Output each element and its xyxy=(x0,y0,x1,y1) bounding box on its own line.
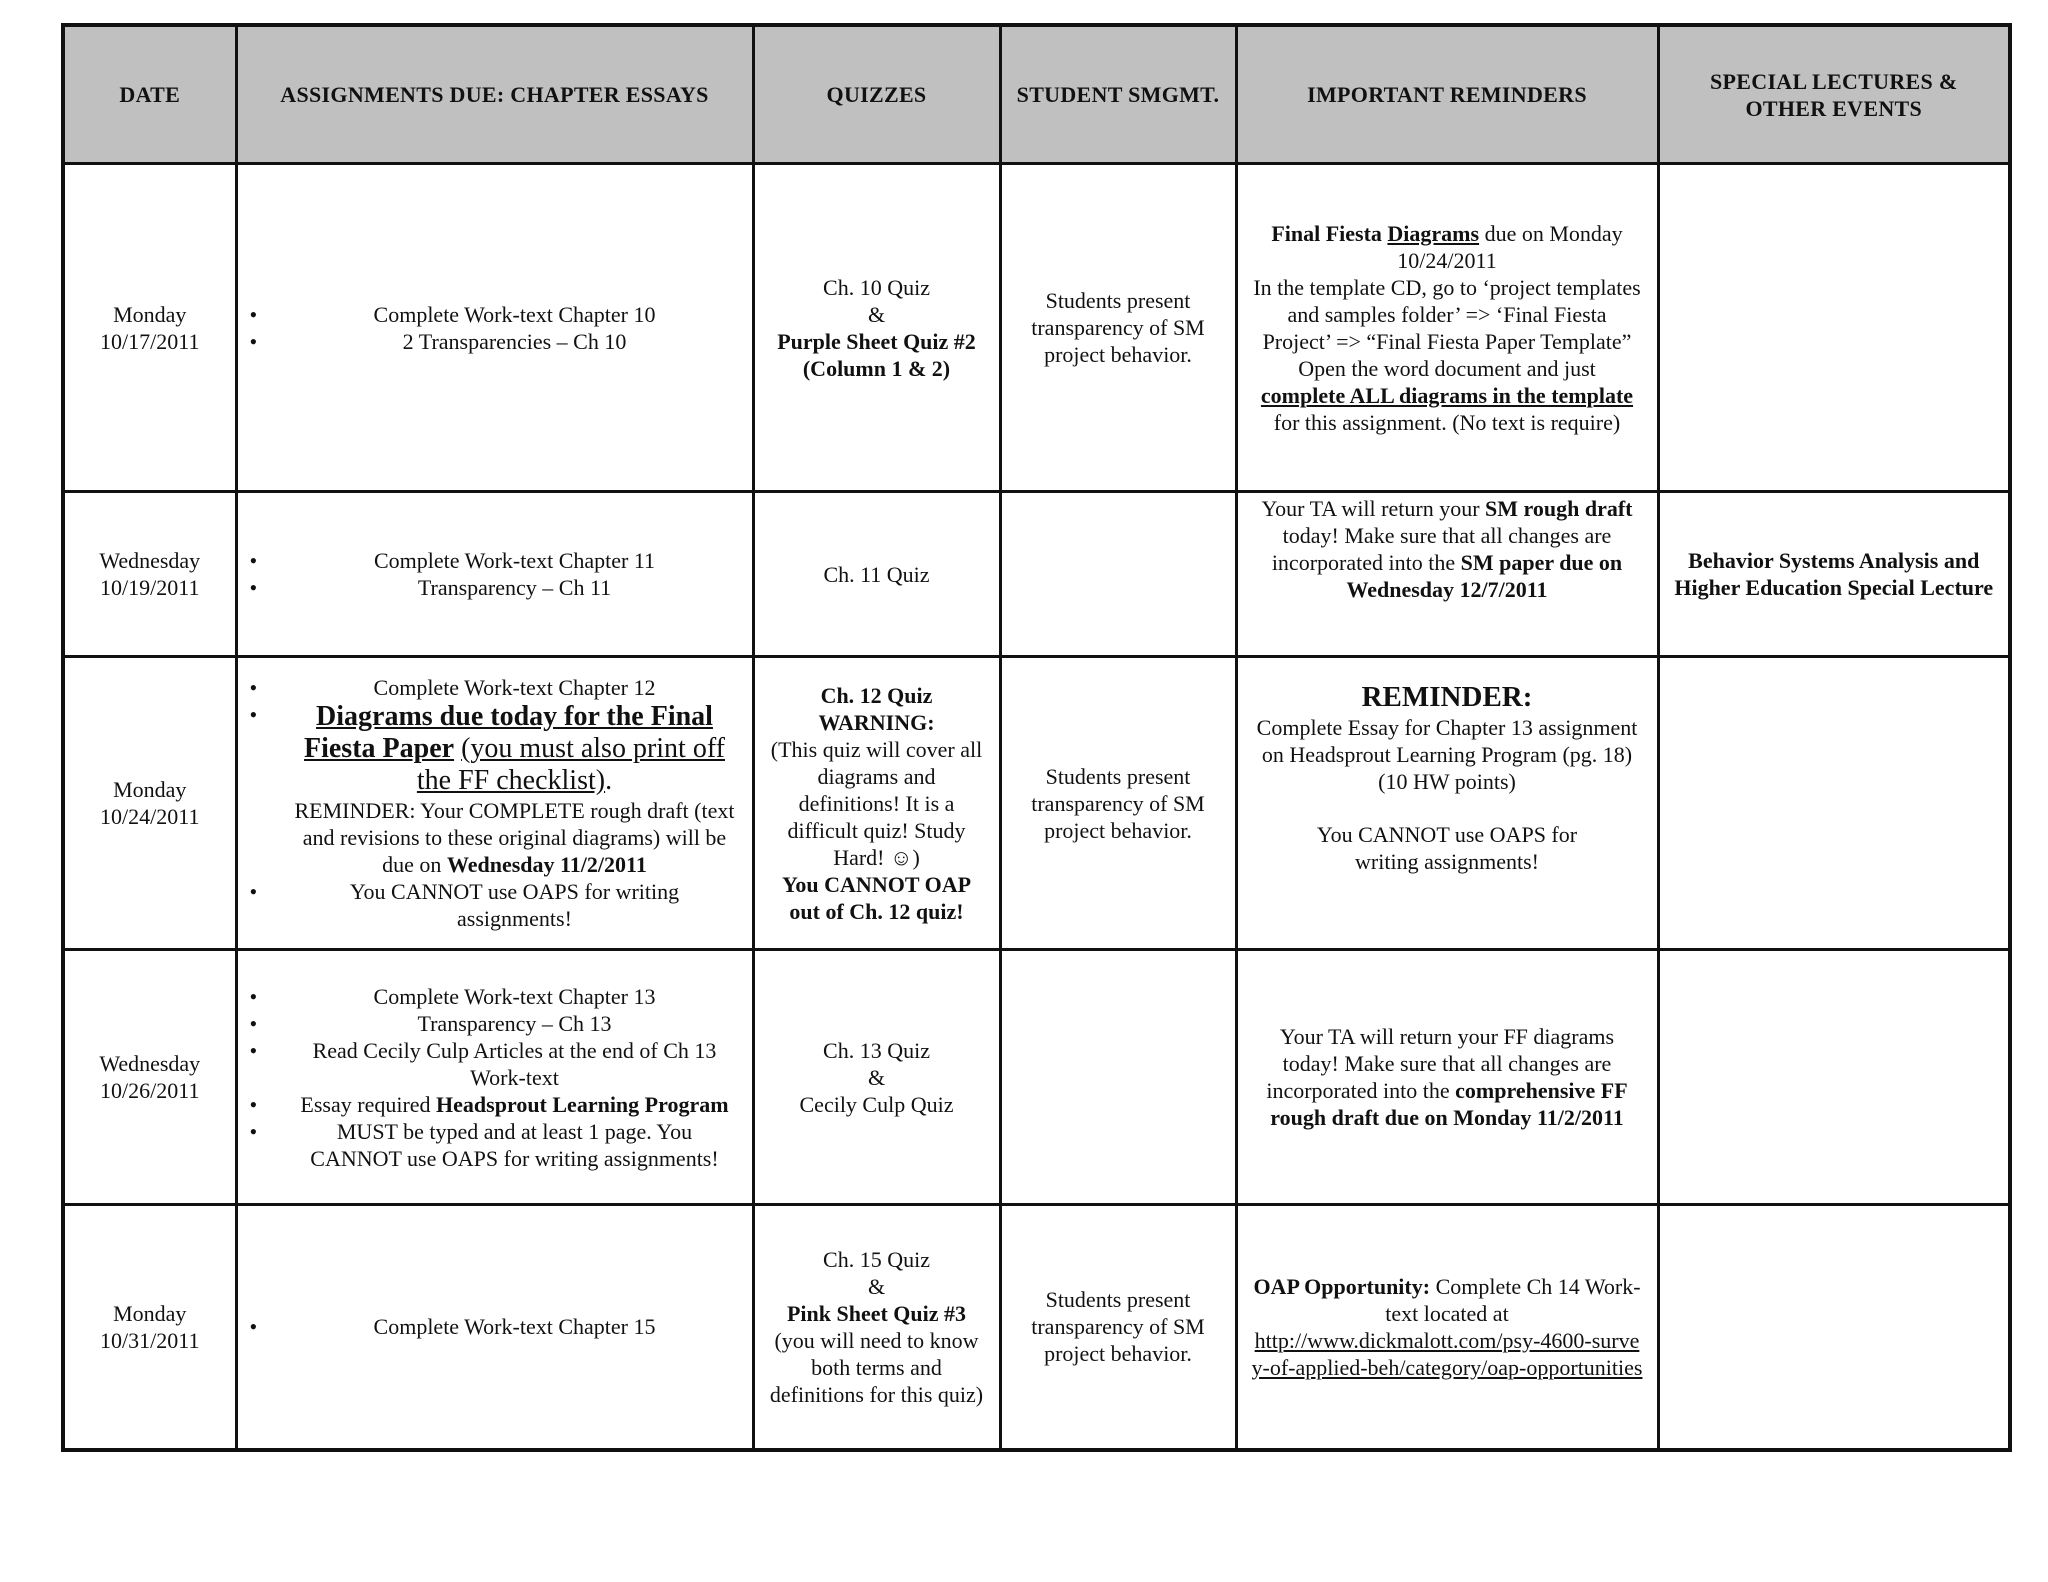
day-label: Monday xyxy=(113,1300,187,1326)
table-row xyxy=(63,657,2010,950)
list-item: • Complete Work-text Chapter 11 xyxy=(292,547,738,574)
reminder-cell xyxy=(1236,657,1658,950)
student-cell: Students present transparency of SM project behavior. xyxy=(1000,657,1236,950)
special-cell xyxy=(1658,1205,2010,1450)
reminder-text-bold: OAP Opportunity: xyxy=(1253,1273,1431,1299)
quiz-ampersand: & xyxy=(867,1273,886,1299)
assignments-cell xyxy=(236,1205,753,1450)
special-cell xyxy=(1658,950,2010,1205)
quiz-line: Ch. 13 Quiz xyxy=(823,1037,930,1063)
reminder-text: Your TA will return your xyxy=(1261,496,1480,521)
quiz-line: (This quiz will cover all diagrams and definitions! It is a difficult quiz! Study Hard! ☺) xyxy=(770,736,983,870)
quiz-line-bold: You CANNOT OAP out of Ch. 12 quiz! xyxy=(781,871,972,924)
quiz-cell xyxy=(753,950,1000,1205)
header-assignments: ASSIGNMENTS DUE: CHAPTER ESSAYS xyxy=(236,25,753,164)
list-item xyxy=(292,1091,738,1118)
due-date-text: Wednesday 11/2/2011 xyxy=(446,852,647,877)
student-cell xyxy=(1000,492,1236,657)
reminder-text-underlined: Diagrams xyxy=(1387,220,1480,246)
date-cell xyxy=(63,164,236,492)
list-item: • Complete Work-text Chapter 12 xyxy=(292,674,738,701)
reminder-text-bold: SM rough draft xyxy=(1485,496,1633,521)
reminder-cell xyxy=(1236,950,1658,1205)
reminder-cell xyxy=(1236,164,1658,492)
reminder-text-bold: comprehensive FF rough draft due on Monday 11/2/2011 xyxy=(1270,1078,1628,1130)
reminder-text: In the template CD, go to ‘project templates and samples folder’ => ‘Final Fiesta Project’ => “Final Fiesta Paper Template” xyxy=(1253,274,1641,354)
date-cell xyxy=(63,1205,236,1450)
reminder-text: You CANNOT use OAPS for writing assignments! xyxy=(1316,822,1578,874)
reminder-cell xyxy=(1236,492,1658,657)
special-cell xyxy=(1658,657,2010,950)
quiz-line: Ch. 11 Quiz xyxy=(823,561,930,587)
special-cell xyxy=(1658,492,2010,657)
date-cell xyxy=(63,657,236,950)
list-item: • Transparency – Ch 13 xyxy=(292,1010,738,1037)
date-label: 10/19/2011 xyxy=(100,575,200,600)
period-text: . xyxy=(605,765,613,796)
day-label: Monday xyxy=(113,777,187,802)
essay-text: Essay required xyxy=(300,1091,431,1117)
table-row xyxy=(63,492,2010,657)
quiz-warning: Ch. 12 Quiz WARNING: xyxy=(818,682,935,735)
print-checklist-text: (you must also print off the FF checklist) xyxy=(416,733,725,796)
quiz-line: Ch. 15 Quiz xyxy=(823,1246,930,1272)
list-item: • Complete Work-text Chapter 15 xyxy=(292,1313,738,1340)
quiz-line: Cecily Culp Quiz xyxy=(799,1091,954,1117)
reminder-text: Your TA will return your FF diagrams today! Make sure that all changes are incorporated into the xyxy=(1266,1024,1615,1103)
reminder-text: today! Make sure that all changes are incorporated into the xyxy=(1271,523,1612,575)
date-label: 10/17/2011 xyxy=(100,328,200,354)
list-item: • You CANNOT use OAPS for writing assignments! xyxy=(292,878,738,932)
assignments-cell xyxy=(236,657,753,950)
special-lecture-text: Behavior Systems Analysis and Higher Education Special Lecture xyxy=(1674,548,1994,600)
header-reminders: IMPORTANT REMINDERS xyxy=(1236,25,1658,164)
reminder-text: Open the word document and just xyxy=(1298,355,1596,381)
day-label: Monday xyxy=(113,301,187,327)
schedule-table xyxy=(61,23,2012,1452)
list-item: • Transparency – Ch 11 xyxy=(292,574,738,601)
diagrams-due-text: Diagrams due today for the Final Fiesta Paper xyxy=(304,701,713,764)
reminder-text: REMINDER: Your COMPLETE rough draft (text and revisions to these original diagrams) will be due on xyxy=(294,798,735,877)
quiz-line: Ch. 10 Quiz xyxy=(823,274,930,300)
table-row xyxy=(63,1205,2010,1450)
date-label: 10/24/2011 xyxy=(100,804,200,829)
quiz-line: (you will need to know both terms and definitions for this quiz) xyxy=(769,1327,984,1407)
student-cell: Students present transparency of SM project behavior. xyxy=(1000,1205,1236,1450)
quiz-cell xyxy=(753,492,1000,657)
assignments-cell xyxy=(236,164,753,492)
student-cell xyxy=(1000,950,1236,1205)
reminder-cell xyxy=(1236,1205,1658,1450)
list-item: • Read Cecily Culp Articles at the end of Ch 13 Work-text xyxy=(292,1037,738,1091)
header-quizzes: QUIZZES xyxy=(753,25,1000,164)
list-item xyxy=(292,701,738,878)
essay-topic: Headsprout Learning Program xyxy=(436,1091,729,1117)
table-row xyxy=(63,950,2010,1205)
student-cell: Students present transparency of SM project behavior. xyxy=(1000,164,1236,492)
date-label: 10/31/2011 xyxy=(100,1327,200,1353)
quiz-cell xyxy=(753,657,1000,950)
oap-link[interactable]: http://www.dickmalott.com/psy-4600-survey-of-applied-beh/category/oap-opportunities xyxy=(1251,1327,1643,1380)
reminder-text-bold: SM paper due on Wednesday 12/7/2011 xyxy=(1346,550,1623,602)
list-item: • MUST be typed and at least 1 page. You CANNOT use OAPS for writing assignments! xyxy=(292,1118,738,1172)
date-cell xyxy=(63,492,236,657)
quiz-ampersand: & xyxy=(867,1064,886,1090)
table-row xyxy=(63,164,2010,492)
quiz-cell xyxy=(753,1205,1000,1450)
reminder-text: due on Monday 10/24/2011 xyxy=(1397,220,1623,273)
assignments-cell xyxy=(236,492,753,657)
reminder-text: Complete Essay for Chapter 13 assignment on Headsprout Learning Program (pg. 18) (10 HW points) xyxy=(1256,715,1638,794)
quiz-line-bold: Pink Sheet Quiz #3 xyxy=(786,1300,967,1326)
header-row xyxy=(63,25,2010,164)
day-label: Wednesday xyxy=(99,1051,201,1076)
reminder-heading: REMINDER: xyxy=(1361,681,1533,713)
header-special-lectures: SPECIAL LECTURES & OTHER EVENTS xyxy=(1658,25,2010,164)
list-item: • Complete Work-text Chapter 10 xyxy=(292,301,738,328)
special-cell xyxy=(1658,164,2010,492)
reminder-text-underlined: complete ALL diagrams in the template xyxy=(1260,382,1634,408)
date-cell xyxy=(63,950,236,1205)
reminder-text: for this assignment. (No text is require) xyxy=(1273,409,1621,435)
quiz-cell xyxy=(753,164,1000,492)
reminder-text-bold: Final Fiesta xyxy=(1271,220,1382,246)
day-label: Wednesday xyxy=(99,548,201,573)
list-item: • 2 Transparencies – Ch 10 xyxy=(292,328,738,355)
header-student-smgmt: STUDENT SMGMT. xyxy=(1000,25,1236,164)
reminder-text: Complete Ch 14 Work-text located at xyxy=(1385,1273,1641,1326)
quiz-line-bold: Purple Sheet Quiz #2 (Column 1 & 2) xyxy=(777,328,976,381)
quiz-ampersand: & xyxy=(867,301,886,327)
list-item: • Complete Work-text Chapter 13 xyxy=(292,983,738,1010)
date-label: 10/26/2011 xyxy=(100,1078,200,1103)
assignments-cell xyxy=(236,950,753,1205)
header-date: DATE xyxy=(63,25,236,164)
